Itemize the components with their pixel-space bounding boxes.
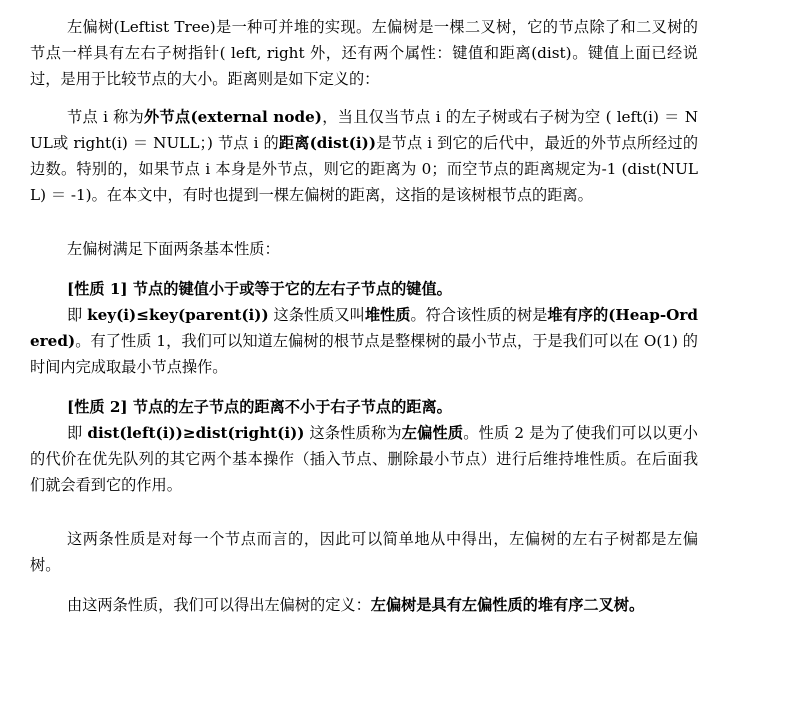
definition-text-3: 是节点 i 到它的后代中，最近的外节点所经过的边数。特别的，如果节点 i 本身是外节点，则它的距离为 0；而空节点的距离规定为-1 (dist(NULL) ＝ -1)。在本文中，有时也提到一棵左偏树的距离，这指的是该树根节点的距离。 <box>30 134 699 204</box>
definition-paragraph <box>30 104 698 208</box>
spacer <box>30 578 698 592</box>
leftist-property-term: 左偏性质 <box>401 424 464 442</box>
leftist-tree-definition: 左偏树是具有左偏性质的堆有序二叉树。 <box>370 596 645 614</box>
heap-ordered-term: 堆有序的(Heap-Ordered) <box>30 306 699 350</box>
property2-text-1: 即 <box>67 424 88 442</box>
conclusion-text: 由这两条性质，我们可以得出左偏树的定义： <box>67 596 371 614</box>
spacer <box>30 92 698 104</box>
property2-text-2: 这条性质称为 <box>304 424 402 442</box>
property2-heading: [性质 2] 节点的左子节点的距离不小于右子节点的距离。 <box>67 398 452 416</box>
conclusion-paragraph <box>30 592 698 618</box>
spacer <box>30 208 698 236</box>
property1-text-3: 。符合该性质的树是 <box>410 306 548 324</box>
property1-paragraph <box>30 302 698 380</box>
external-node-term: 外节点(external node) <box>144 108 322 126</box>
property1-text-4: 。有了性质 1，我们可以知道左偏树的根节点是整棵树的最小节点，于是我们可以在 O(1) 的时间内完成取最小节点操作。 <box>30 332 698 376</box>
property1-heading: [性质 1] 节点的键值小于或等于它的左右子节点的键值。 <box>67 280 452 298</box>
note-text: 这两条性质是对每一个节点而言的，因此可以简单地从中得出，左偏树的左右子树都是左偏树。 <box>30 530 698 574</box>
intro-text: 左偏树(Leftist Tree)是一种可并堆的实现。左偏树是一棵二叉树，它的节点除了和二叉树的节点一样具有左右子树指针( left, right 外，还有两个属性：键值和距离(dist)。键值上面已经说过，是用于比较节点的大小。距离则是如下定义的： <box>30 18 698 88</box>
definition-text-1: 节点 i 称为 <box>67 108 145 126</box>
property1-text-2: 这条性质又叫 <box>268 306 365 324</box>
spacer <box>30 262 698 276</box>
note-paragraph <box>30 526 698 578</box>
heap-property-term: 堆性质 <box>364 306 411 324</box>
spacer <box>30 380 698 394</box>
intro-paragraph <box>30 14 698 92</box>
document-body <box>30 14 698 618</box>
property2-formula: dist(left(i))≥dist(right(i)) <box>87 424 305 442</box>
definition-text-2: ，当且仅当节点 i 的左子树或右子树为空 ( left(i) ＝ NUL或 right(i) ＝ NULL；) 节点 i 的 <box>30 108 698 152</box>
spacer <box>30 498 698 526</box>
properties-intro-paragraph <box>30 236 698 262</box>
property1-formula: key(i)≤key(parent(i)) <box>87 306 269 324</box>
dist-term: 距离(dist(i)) <box>278 134 377 152</box>
properties-intro-text: 左偏树满足下面两条基本性质： <box>67 240 280 258</box>
property1-text-1: 即 <box>67 306 88 324</box>
property2-text-3: 。性质 2 是为了使我们可以以更小的代价在优先队列的其它两个基本操作（插入节点、删除最小节点）进行后维持堆性质。在后面我们就会看到它的作用。 <box>30 424 698 494</box>
property2-paragraph <box>30 420 698 498</box>
